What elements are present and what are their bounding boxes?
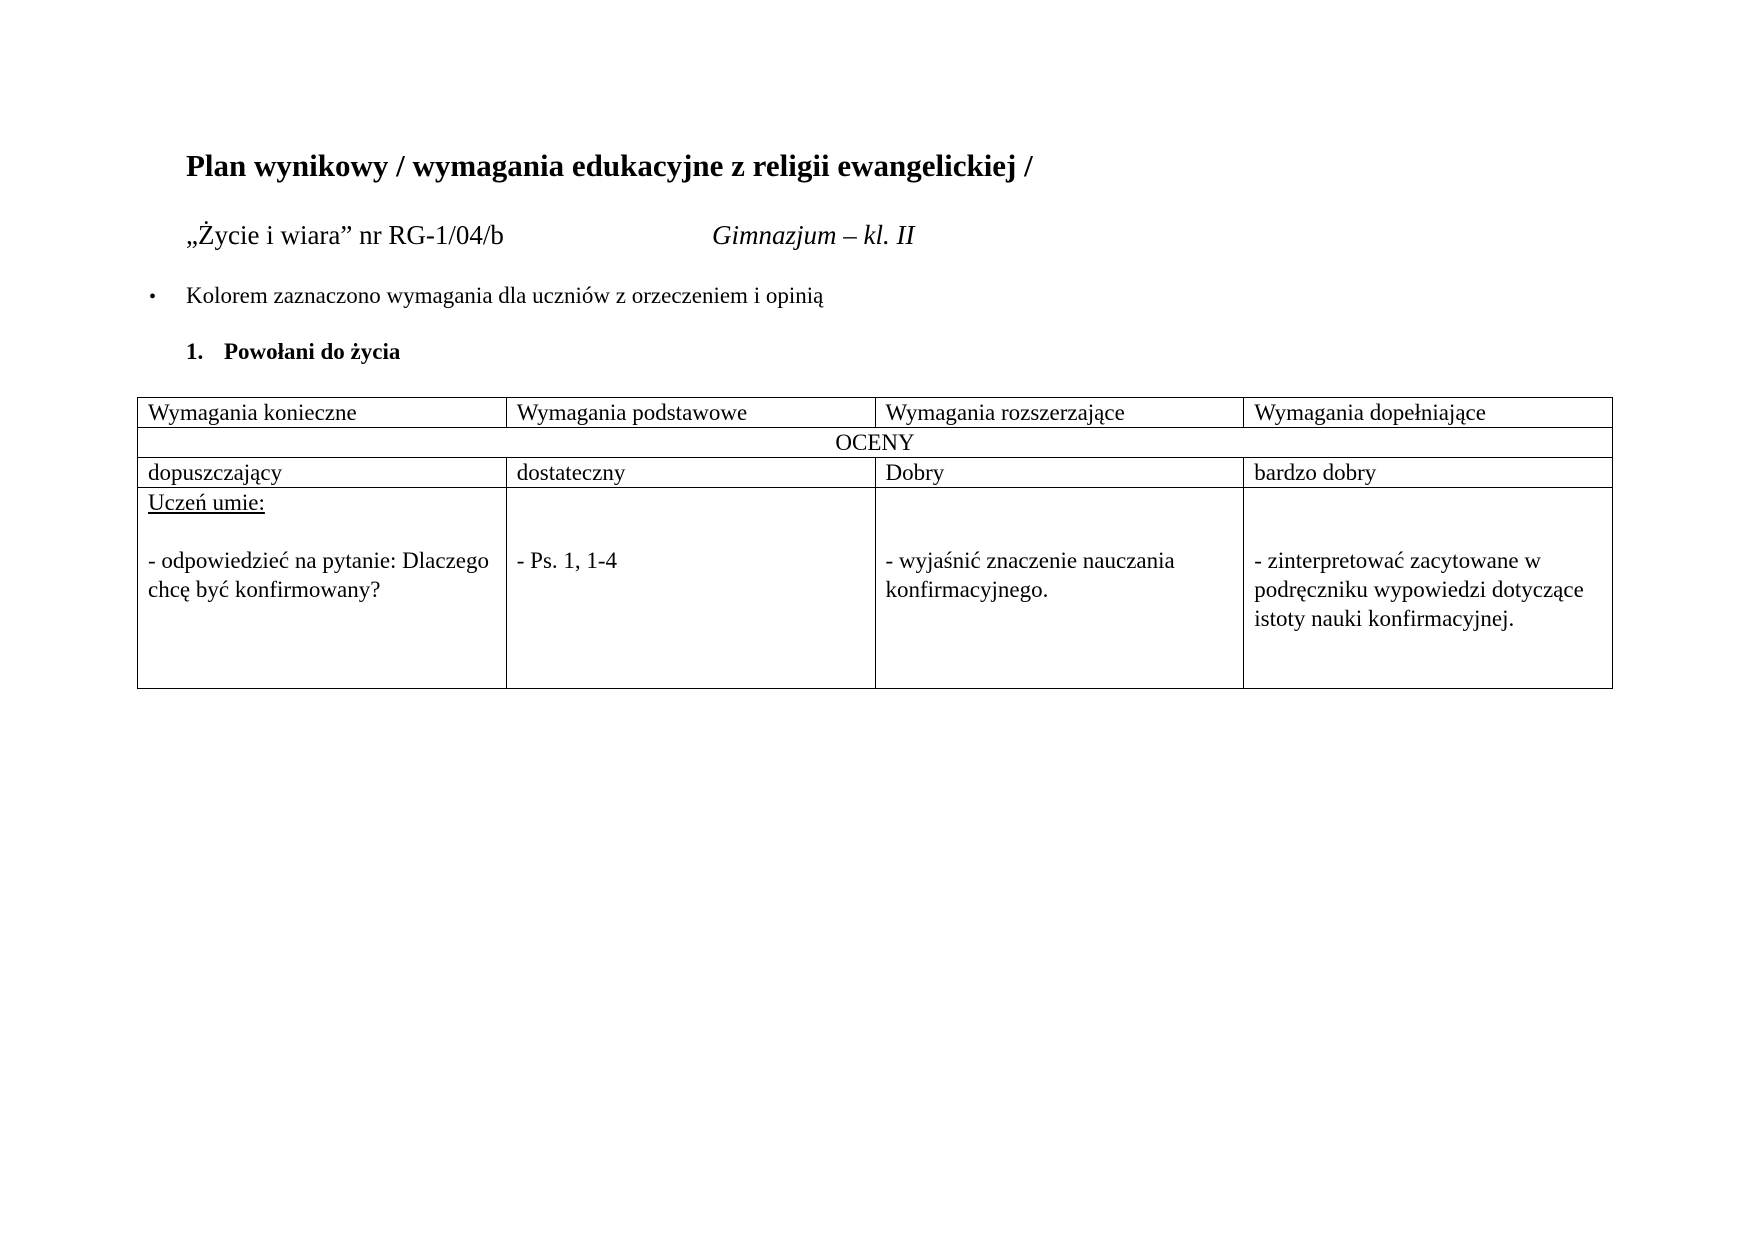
table-header-row <box>138 398 1613 428</box>
color-note-text: Kolorem zaznaczono wymagania dla uczniów z orzeczeniem i opinią <box>186 283 824 308</box>
content-cell <box>875 488 1244 689</box>
header-cell: Wymagania dopełniające <box>1244 398 1613 428</box>
content-cell <box>1244 488 1613 689</box>
grade-cell: Dobry <box>875 458 1244 488</box>
student-can-label: Uczeń umie: <box>148 490 265 515</box>
section-number: 1. <box>186 339 204 364</box>
grades-label-row <box>138 428 1613 458</box>
textbook-subtitle: „Życie i wiara” nr RG-1/04/b <box>186 220 504 250</box>
grade-cell: bardzo dobry <box>1244 458 1613 488</box>
section-heading <box>186 339 400 365</box>
content-text: - odpowiedzieć na pytanie: Dlaczego chcę być konfirmowany? <box>148 548 490 602</box>
bullet-icon: • <box>149 286 157 308</box>
content-row <box>138 488 1613 689</box>
header-cell: Wymagania podstawowe <box>506 398 875 428</box>
grades-row <box>138 458 1613 488</box>
page-title: Plan wynikowy / wymagania edukacyjne z religii ewangelickiej / <box>186 148 1033 183</box>
content-cell <box>506 488 875 689</box>
requirements-table <box>137 397 1613 689</box>
header-cell: Wymagania konieczne <box>138 398 507 428</box>
grade-cell: dopuszczający <box>138 458 507 488</box>
school-level: Gimnazjum – kl. II <box>712 220 915 250</box>
header-cell: Wymagania rozszerzające <box>875 398 1244 428</box>
section-title: Powołani do życia <box>224 339 401 364</box>
content-text: - Ps. 1, 1-4 <box>516 548 618 573</box>
content-text: - zinterpretować zacytowane w podręczniku wypowiedzi dotyczące istoty nauki konfirmacyjnej. <box>1254 548 1584 631</box>
content-cell <box>138 488 507 689</box>
color-note <box>149 283 823 309</box>
content-text: - wyjaśnić znaczenie nauczania konfirmacyjnego. <box>885 548 1175 602</box>
grade-cell: dostateczny <box>506 458 875 488</box>
grades-label: OCENY <box>138 428 1613 458</box>
